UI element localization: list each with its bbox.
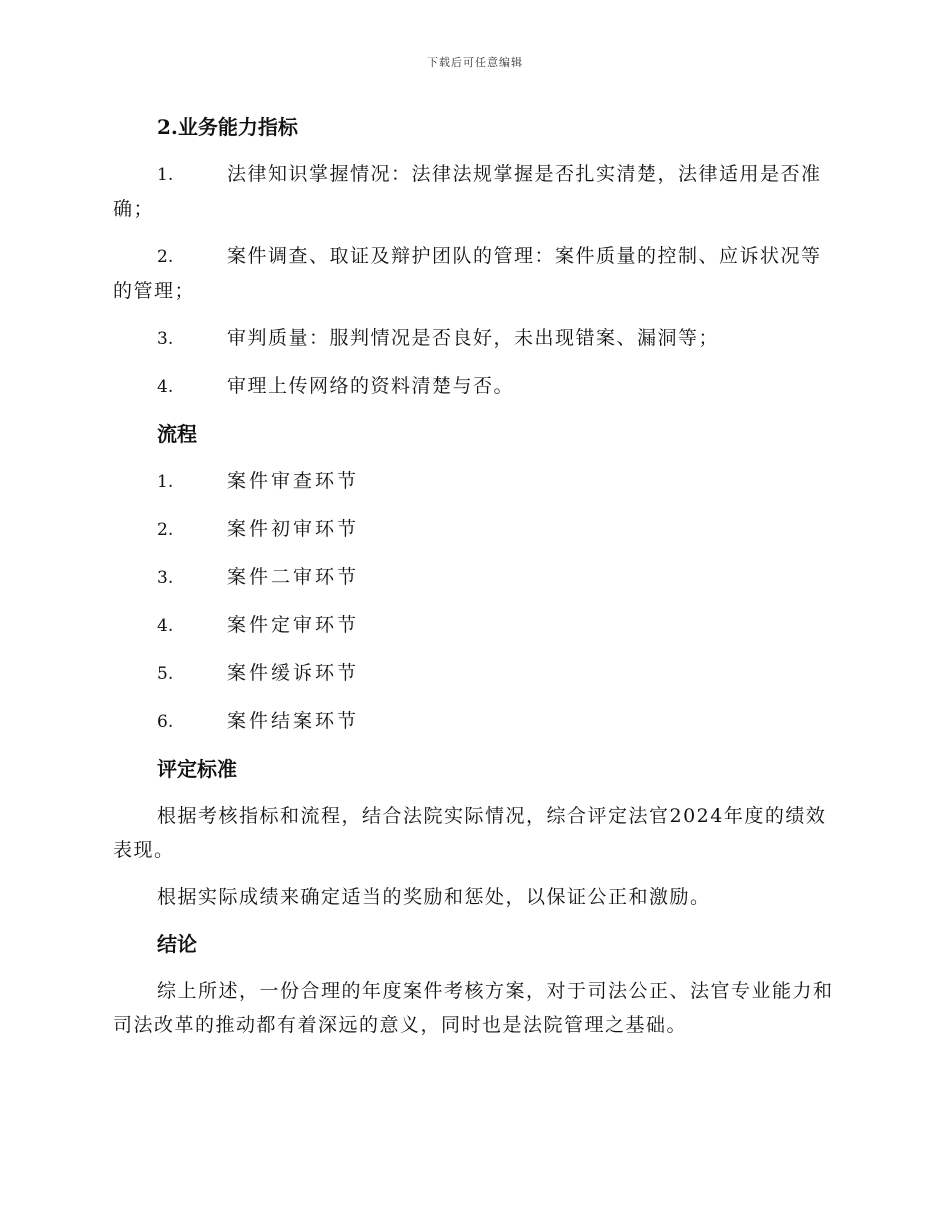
paragraph: 综上所述，一份合理的年度案件考核方案，对于司法公正、法官专业能力和司法改革的推动都有着深远的意义，同时也是法院管理之基础。: [113, 980, 834, 1036]
item-number: 3.: [157, 568, 174, 588]
item-number: 3.: [157, 329, 174, 349]
list-item: [113, 656, 838, 691]
section-heading-criteria: 评定标准: [157, 757, 237, 781]
item-text: 案件审查环节: [227, 470, 360, 492]
section-heading-process: 流程: [157, 422, 197, 446]
item-number: 2.: [157, 247, 174, 267]
list-item: [113, 157, 838, 226]
item-text: 案件初审环节: [227, 518, 360, 540]
page-header: 下载后可任意编辑: [427, 56, 523, 69]
item-number: 1.: [157, 165, 174, 185]
item-text: 审判质量：服判情况是否良好，未出现错案、漏洞等；: [227, 327, 720, 349]
item-number: 1.: [157, 472, 174, 492]
item-text: 案件结案环节: [227, 710, 360, 732]
item-text: 案件调查、取证及辩护团队的管理：案件质量的控制、应诉状况等的管理；: [113, 245, 822, 302]
item-text: 案件二审环节: [227, 566, 360, 588]
section-heading-ability: 2.业务能力指标: [157, 115, 298, 139]
paragraph: 根据考核指标和流程，结合法院实际情况，综合评定法官2024年度的绩效表现。: [113, 805, 827, 861]
item-text: 案件定审环节: [227, 614, 360, 636]
list-item: [113, 512, 838, 547]
item-text: 审理上传网络的资料清楚与否。: [227, 375, 515, 397]
document-body: [113, 110, 838, 1055]
item-text: 法律知识掌握情况：法律法规掌握是否扎实清楚，法律适用是否准确；: [113, 163, 822, 220]
item-number: 5.: [157, 664, 174, 684]
list-item: [113, 464, 838, 499]
item-number: 4.: [157, 616, 174, 636]
paragraph: 根据实际成绩来确定适当的奖励和惩处，以保证公正和激励。: [157, 886, 711, 908]
item-number: 2.: [157, 520, 174, 540]
list-item: [113, 608, 838, 643]
item-number: 6.: [157, 712, 174, 732]
list-item: [113, 704, 838, 739]
list-item: [113, 321, 838, 356]
section-heading-conclusion: 结论: [157, 932, 197, 956]
list-item: [113, 369, 838, 404]
item-text: 案件缓诉环节: [227, 662, 360, 684]
list-item: [113, 560, 838, 595]
list-item: [113, 239, 838, 308]
item-number: 4.: [157, 377, 174, 397]
